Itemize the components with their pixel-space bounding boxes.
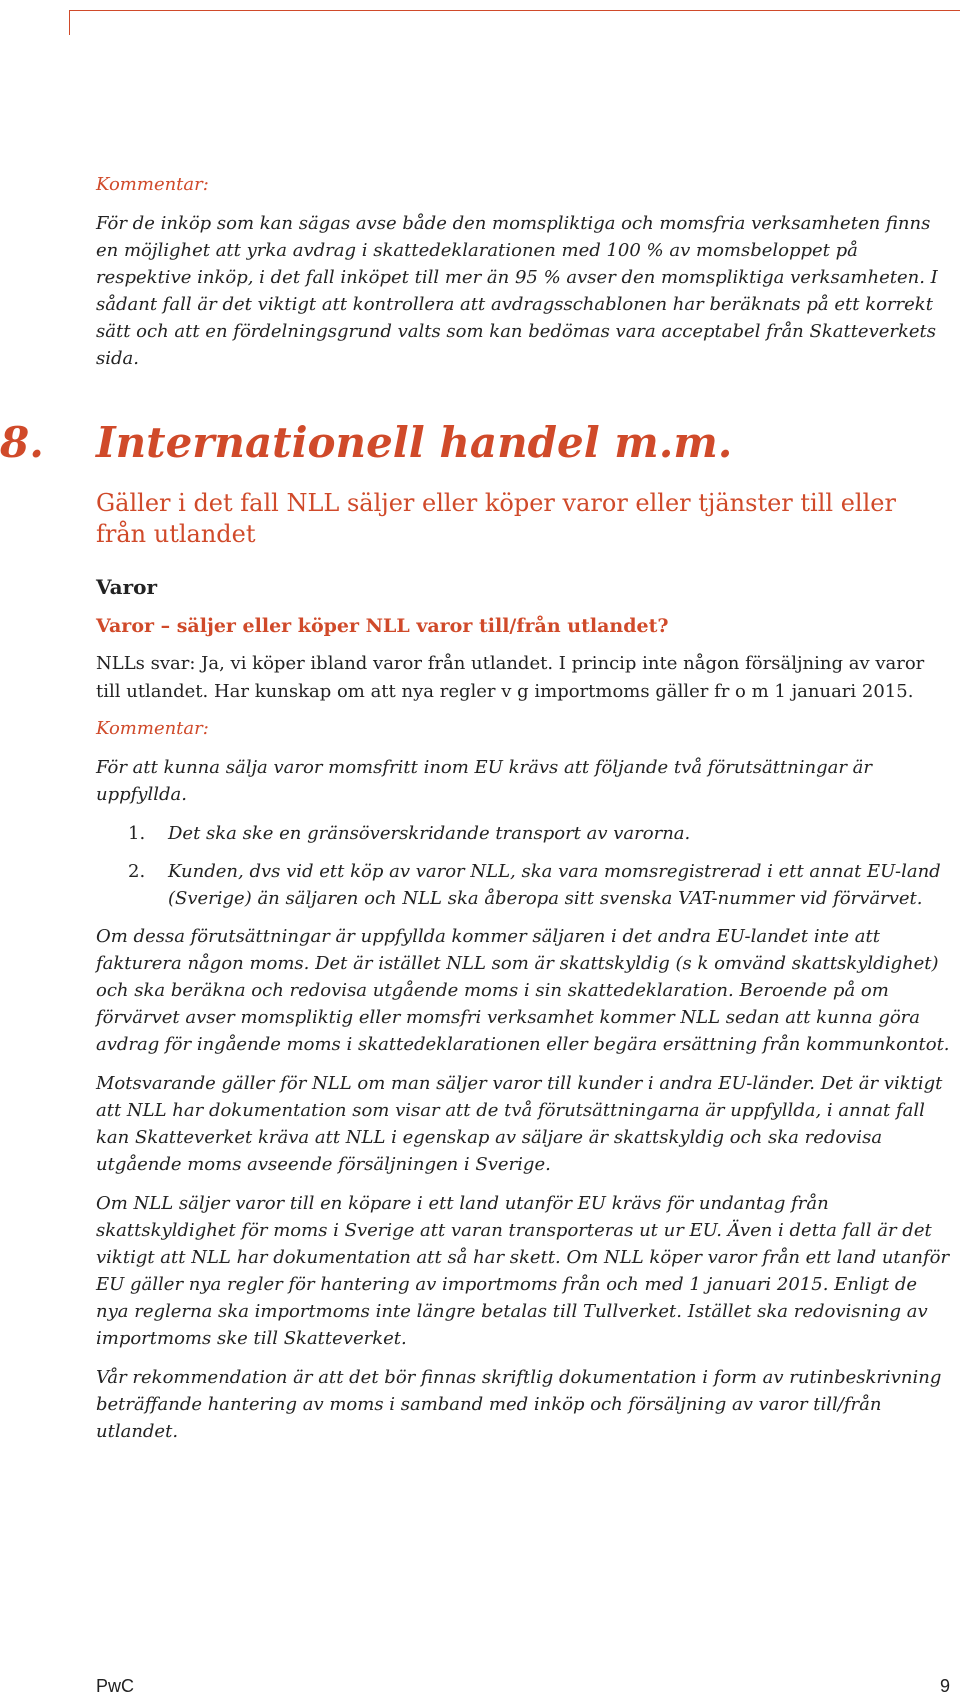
section-title: Internationell handel m.m. (96, 418, 733, 467)
intro-comment-text: För de inköp som kan sägas avse både den momspliktiga och momsfria verksamheten finns en möjlighet att yrka avdrag i skattedeklarationen med 100 % av momsbeloppet på respektive inköp, i det fall inköpet till mer än 95 % avser den momspliktiga verksamheten. I sådant fall är det viktigt att kontrollera att avdragsschablonen har beräknats på ett korrekt sätt och att en fördelningsgrund valts som kan bedömas vara acceptabel från Skatteverkets sida. (96, 213, 938, 369)
list-item-number: 2. (128, 861, 146, 882)
list-item (96, 820, 950, 847)
paragraph-recommendation: Vår rekommendation är att det bör finnas skriftlig dokumentation i form av rutinbeskrivning beträffande hantering av moms i samband med inköp och försäljning av varor till/från utlandet. (96, 1367, 942, 1442)
section-heading (0, 416, 950, 470)
paragraph-reverse-charge: Om dessa förutsättningar är uppfyllda kommer säljaren i det andra EU-landet inte att fakturera någon moms. Det är istället NLL som är skattskyldig (s k omvänd skattskyldighet) och ska beräkna och redovisa utgående moms i sin skattedeklaration. Beroende på om förvärvet avser momspliktig eller momsfri verksamhet kommer NLL sedan att kunna göra avdrag för ingående moms i skattedeklarationen eller begära ersättning från kommunkontot. (96, 926, 950, 1055)
nll-answer: NLLs svar: Ja, vi köper ibland varor från utlandet. I princip inte någon försäljning av varor till utlandet. Har kunskap om att nya regler v g importmoms gäller fr o m 1 januari 2015. (96, 653, 925, 702)
list-item-number: 1. (128, 823, 146, 844)
corner-line-top (69, 10, 960, 11)
list-item-text: Kunden, dvs vid ett köp av varor NLL, ska vara momsregistrerad i ett annat EU-land (Sverige) än säljaren och NLL ska åberopa sitt svenska VAT-nummer vid förvärvet. (168, 861, 941, 909)
comment-intro: För att kunna sälja varor momsfritt inom EU krävs att följande två förutsättningar är uppfyllda. (96, 757, 873, 805)
page-content (0, 172, 950, 1457)
section-comment-label: Kommentar: (96, 718, 209, 739)
conditions-list (96, 820, 950, 912)
paragraph-non-eu: Om NLL säljer varor till en köpare i ett land utanför EU krävs för undantag från skattskyldighet för moms i Sverige att varan transporteras ut ur EU. Även i detta fall är det viktigt att NLL har dokumentation att så har skett. Om NLL köper varor från ett land utanför EU gäller nya regler för hantering av importmoms från och med 1 januari 2015. Enligt de nya reglerna ska importmoms inte längre betalas till Tullverket. Istället ska redovisning av importmoms ske till Skatteverket. (96, 1193, 950, 1349)
corner-line-left (69, 10, 70, 35)
section-number: 8. (0, 418, 44, 467)
footer-brand: PwC (96, 1676, 135, 1696)
footer-page-number: 9 (939, 1676, 950, 1696)
paragraph-eu-sales: Motsvarande gäller för NLL om man säljer varor till kunder i andra EU-länder. Det är viktigt att NLL har dokumentation som visar att de två förutsättningarna är uppfyllda, i annat fall kan Skatteverket kräva att NLL i egenskap av säljare är skattskyldig och ska redovisa utgående moms avseende försäljningen i Sverige. (96, 1073, 943, 1175)
list-item-text: Det ska ske en gränsöverskridande transport av varorna. (168, 823, 691, 844)
intro-comment-label: Kommentar: (96, 174, 209, 195)
list-item (96, 858, 950, 912)
section-subtitle: Gäller i det fall NLL säljer eller köper varor eller tjänster till eller från utlandet (96, 489, 896, 548)
question-heading: Varor – säljer eller köper NLL varor till/från utlandet? (96, 615, 669, 637)
subheading-varor: Varor (96, 575, 158, 599)
